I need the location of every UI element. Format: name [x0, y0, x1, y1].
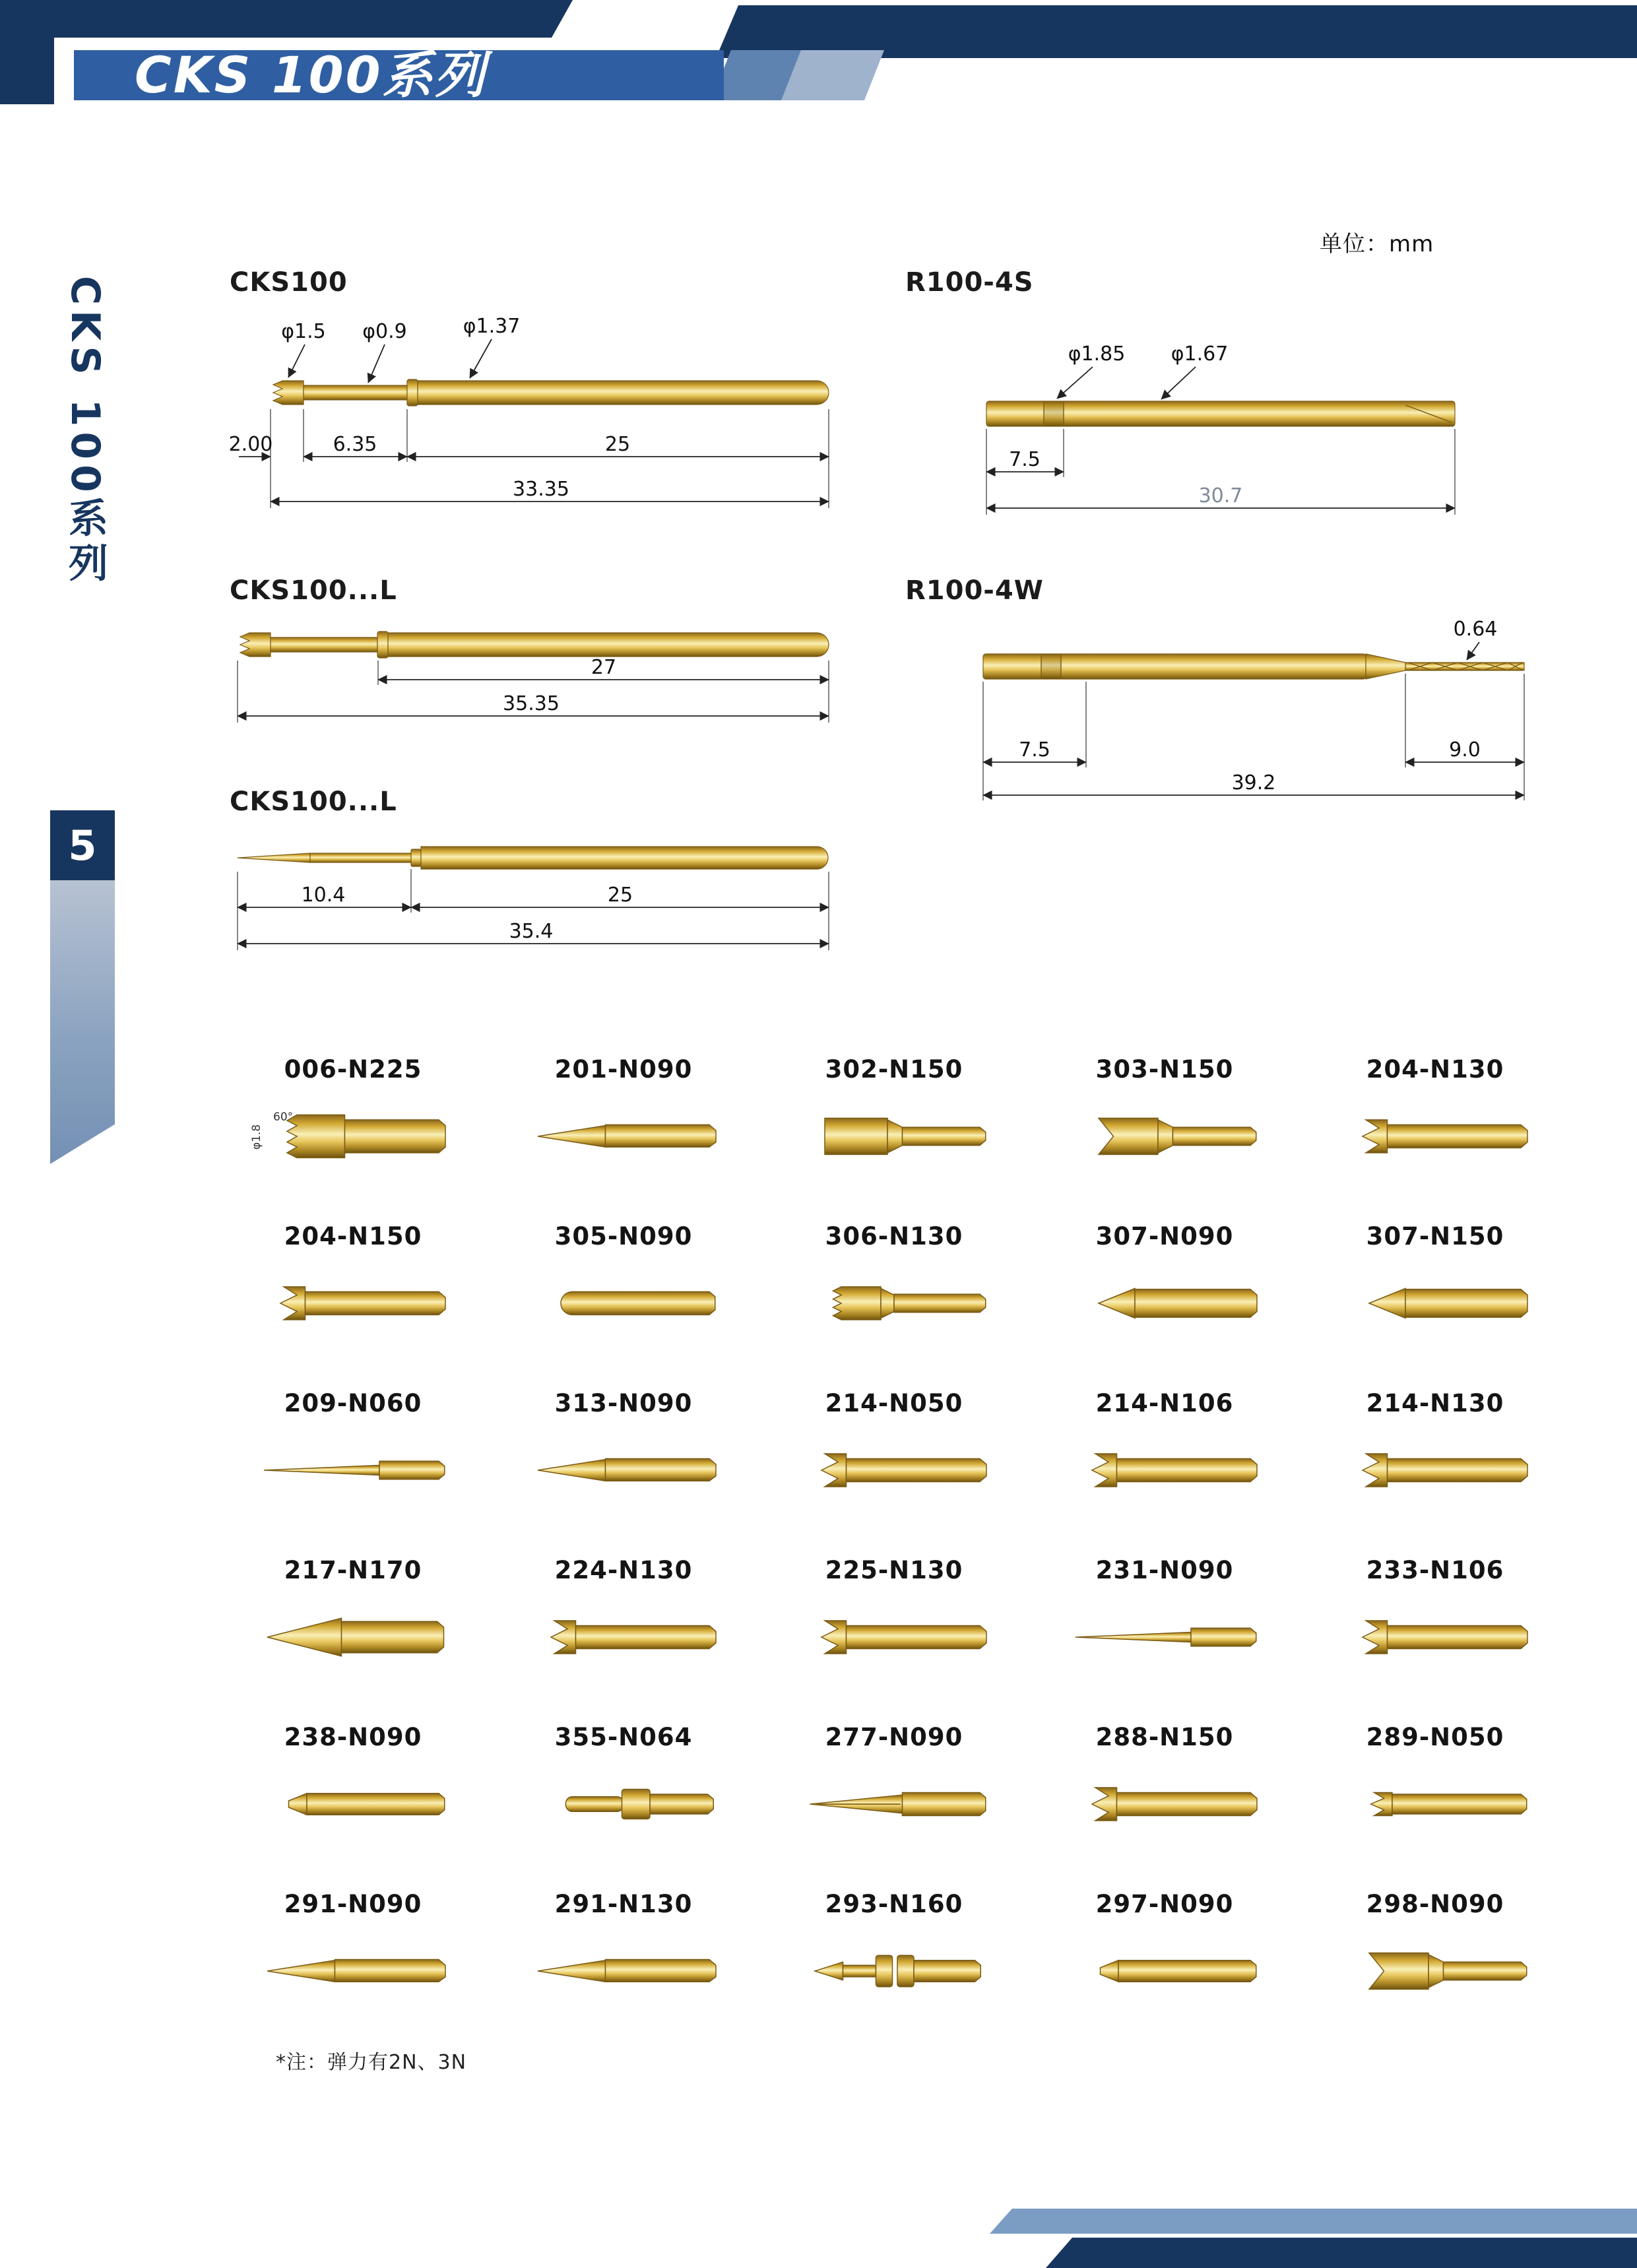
probe-tip-image [525, 1270, 722, 1336]
probe-label: 233-N106 [1366, 1556, 1504, 1584]
probe-label: 204-N150 [284, 1222, 422, 1250]
probe-label: 302-N150 [825, 1055, 963, 1084]
probe-tip-image [1066, 1437, 1264, 1503]
probe-item [218, 1547, 488, 1714]
footer-bar-light [990, 2209, 1637, 2234]
dim-text: φ1.5 [281, 320, 326, 343]
probe-label: 297-N090 [1095, 1890, 1234, 1918]
dim-text: φ1.85 [1068, 342, 1126, 366]
probe-item [759, 1213, 1029, 1380]
probe-tip-image [254, 1437, 452, 1503]
probe-label: 006-N225 [284, 1055, 422, 1084]
probe-label: 225-N130 [825, 1556, 963, 1584]
probe-item [1029, 1714, 1300, 1881]
sidebar-vertical-title: CKS 100系列 [62, 276, 108, 587]
probe-label: 214-N050 [825, 1389, 963, 1417]
probe-tip-image [1336, 1270, 1534, 1336]
dim-text: 7.5 [1009, 448, 1041, 471]
probe-label: 306-N130 [825, 1222, 963, 1250]
section-label-cks100-l-a: CKS100...L [230, 575, 397, 606]
probe-tip-image [1336, 1103, 1534, 1169]
r100-4w-drawing [944, 604, 1570, 808]
spring-force-note: *注：弹力有2N、3N [276, 2051, 467, 2074]
dim-text: 2.00 [228, 433, 273, 456]
probe-item [1029, 1881, 1300, 2048]
probe-item [218, 1380, 488, 1547]
probe-label: 217-N170 [284, 1556, 422, 1584]
probe-tip-image [795, 1938, 993, 2004]
probe-label: 201-N090 [554, 1055, 693, 1084]
dim-text: 33.35 [513, 478, 569, 501]
probe-item [759, 1547, 1029, 1714]
dim-text: 9.0 [1449, 738, 1481, 761]
dim-text: 35.35 [503, 692, 560, 715]
probe-item [1029, 1213, 1300, 1380]
probe-tip-image [795, 1771, 993, 1837]
probe-item [759, 1046, 1029, 1213]
probe-item [1300, 1046, 1570, 1213]
probe-item [488, 1213, 759, 1380]
probe-item [1300, 1547, 1570, 1714]
dim-text: 10.4 [301, 884, 346, 907]
probe-item [1300, 1380, 1570, 1547]
probe-tip-image [795, 1604, 993, 1670]
dim-text: 6.35 [333, 433, 377, 456]
probe-label: 355-N064 [554, 1723, 693, 1751]
dim-text: φ0.9 [362, 320, 407, 343]
probe-tip-image [795, 1270, 993, 1336]
probe-label: 291-N130 [554, 1890, 693, 1918]
probe-label: 277-N090 [825, 1723, 963, 1751]
probe-tip-image [795, 1103, 993, 1169]
probe-item [488, 1714, 759, 1881]
probe-tip-image [525, 1604, 722, 1670]
probe-tip-image [254, 1604, 452, 1670]
probe-item [1029, 1046, 1300, 1213]
probe-item [488, 1547, 759, 1714]
probe-angle-annotation: 60° [273, 1111, 294, 1124]
probe-item [1029, 1547, 1300, 1714]
probe-tip-image [525, 1103, 722, 1169]
probe-grid [218, 1046, 1570, 2048]
probe-label: 291-N090 [284, 1890, 422, 1918]
section-label-r100-4w: R100-4W [905, 575, 1044, 606]
probe-item [759, 1380, 1029, 1547]
dim-text: 25 [604, 433, 631, 456]
page-title: CKS 100系列 [135, 46, 487, 104]
probe-label: 224-N130 [554, 1556, 693, 1584]
probe-tip-image [1336, 1604, 1534, 1670]
dim-text: 27 [591, 656, 617, 679]
cks100-l-a-drawing [224, 604, 851, 756]
page-number-box [50, 810, 115, 880]
dim-text: 30.7 [1198, 484, 1243, 507]
probe-tip-image [254, 1771, 452, 1837]
probe-item [1300, 1714, 1570, 1881]
dim-text: φ1.67 [1171, 342, 1229, 366]
unit-label: 单位：mm [1320, 231, 1434, 257]
probe-label: 204-N130 [1366, 1055, 1504, 1084]
probe-item [218, 1714, 488, 1881]
probe-label: 238-N090 [284, 1723, 422, 1751]
probe-label: 209-N060 [284, 1389, 422, 1417]
probe-label: 289-N050 [1366, 1723, 1504, 1751]
dim-text: 39.2 [1231, 771, 1276, 794]
probe-item [759, 1714, 1029, 1881]
probe-label: 214-N106 [1095, 1389, 1234, 1417]
top-corner-block [0, 0, 54, 104]
probe-tip-image [1066, 1938, 1264, 2004]
section-label-cks100: CKS100 [230, 267, 348, 298]
probe-item [488, 1046, 759, 1213]
probe-item [218, 1213, 488, 1380]
probe-tip-image [525, 1938, 722, 2004]
probe-tip-image [254, 1938, 452, 2004]
probe-label: 303-N150 [1095, 1055, 1234, 1084]
probe-tip-image [795, 1437, 993, 1503]
probe-label: 307-N150 [1366, 1222, 1504, 1250]
cks100-l-b-drawing [224, 828, 851, 960]
probe-label: 307-N090 [1095, 1222, 1234, 1250]
probe-tip-image [525, 1771, 722, 1837]
r100-4s-drawing [944, 297, 1537, 521]
page-number: 5 [68, 821, 97, 870]
section-label-cks100-l-b: CKS100...L [230, 787, 397, 817]
section-label-r100-4s: R100-4S [905, 267, 1034, 298]
dim-text: φ1.37 [463, 315, 521, 338]
probe-label: 288-N150 [1095, 1723, 1234, 1751]
probe-item [488, 1881, 759, 2048]
probe-item [1300, 1881, 1570, 2048]
title-banner [74, 46, 724, 104]
probe-label: 313-N090 [554, 1389, 693, 1417]
footer-bar-dark [1046, 2238, 1637, 2268]
probe-item [218, 1881, 488, 2048]
probe-item [488, 1380, 759, 1547]
sidebar-gradient-strip [50, 880, 115, 1164]
probe-tip-image [1066, 1771, 1264, 1837]
probe-item [1029, 1380, 1300, 1547]
probe-diameter-annotation: φ1.8 [250, 1124, 264, 1150]
probe-tip-image [254, 1270, 452, 1336]
probe-label: 298-N090 [1366, 1890, 1504, 1918]
probe-label: 293-N160 [825, 1890, 963, 1918]
dim-text: 7.5 [1019, 738, 1050, 761]
cks100-drawing [224, 297, 851, 515]
probe-label: 214-N130 [1366, 1389, 1504, 1417]
probe-tip-image [525, 1437, 722, 1503]
top-left-bar [0, 0, 573, 38]
probe-tip-image [1336, 1771, 1534, 1837]
probe-item [1300, 1213, 1570, 1380]
probe-tip-image [1066, 1604, 1264, 1670]
probe-tip-image [1336, 1938, 1534, 2004]
dim-text: 25 [607, 884, 633, 907]
probe-item [218, 1046, 488, 1213]
probe-tip-image [1336, 1437, 1534, 1503]
dim-text: 35.4 [509, 920, 554, 943]
probe-tip-image [1066, 1103, 1264, 1169]
probe-label: 231-N090 [1095, 1556, 1234, 1584]
probe-item [759, 1881, 1029, 2048]
dim-text: 0.64 [1453, 618, 1498, 641]
probe-tip-image [1066, 1270, 1264, 1336]
probe-label: 305-N090 [554, 1222, 693, 1250]
